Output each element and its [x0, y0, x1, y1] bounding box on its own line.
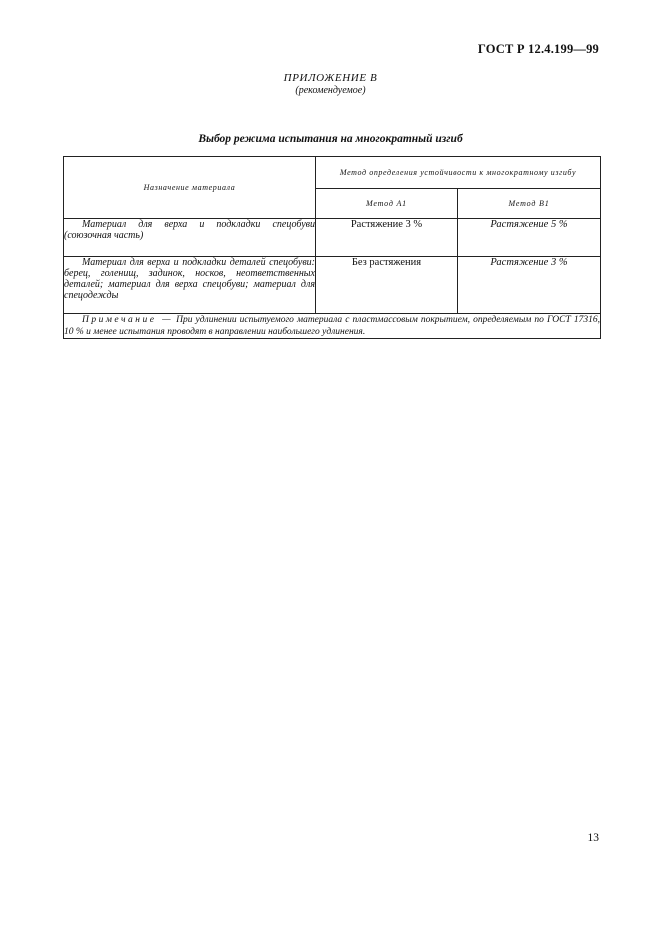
row-b1-value: Растяжение 3 % — [458, 257, 601, 314]
note-label: Примечание — — [82, 315, 174, 325]
appendix-subtitle: (рекомендуемое) — [295, 85, 366, 96]
row-a1-value: Растяжение 3 % — [316, 219, 458, 257]
note-text: При удлинении испытуемого материала с пластмассовым покрытием, определяемым по ГОСТ 17316, 10 % и менее испытания проводят в направлении наибольшего удлинения. — [64, 315, 600, 337]
page-number: 13 — [587, 832, 599, 844]
table-title: Выбор режима испытания на многократный изгиб — [198, 133, 463, 145]
header-method-b1: Метод В1 — [458, 189, 601, 219]
row-a1-value: Без растяжения — [316, 257, 458, 314]
header-material-purpose: Назначение материала — [64, 157, 316, 219]
appendix-title: ПРИЛОЖЕНИЕ В — [283, 72, 378, 84]
table-note — [64, 314, 601, 339]
appendix-heading — [0, 72, 661, 96]
table-row — [64, 257, 601, 314]
table-header-row — [64, 157, 601, 189]
header-method-a1: Метод А1 — [316, 189, 458, 219]
table-note-row — [64, 314, 601, 339]
header-method: Метод определения устойчивости к многократному изгибу — [316, 157, 601, 189]
document-code: ГОСТ Р 12.4.199—99 — [477, 42, 599, 56]
table-row — [64, 219, 601, 257]
test-mode-table — [63, 156, 601, 339]
row-b1-value: Растяжение 5 % — [458, 219, 601, 257]
row-purpose: Материал для верха и подкладки деталей спецобуви: берец, голенищ, задинок, носков, неответственных деталей; материал для верха спецобуви; материал для спецодежды — [64, 257, 316, 314]
row-purpose: Материал для верха и подкладки спецобуви (союзочная часть) — [64, 219, 316, 257]
